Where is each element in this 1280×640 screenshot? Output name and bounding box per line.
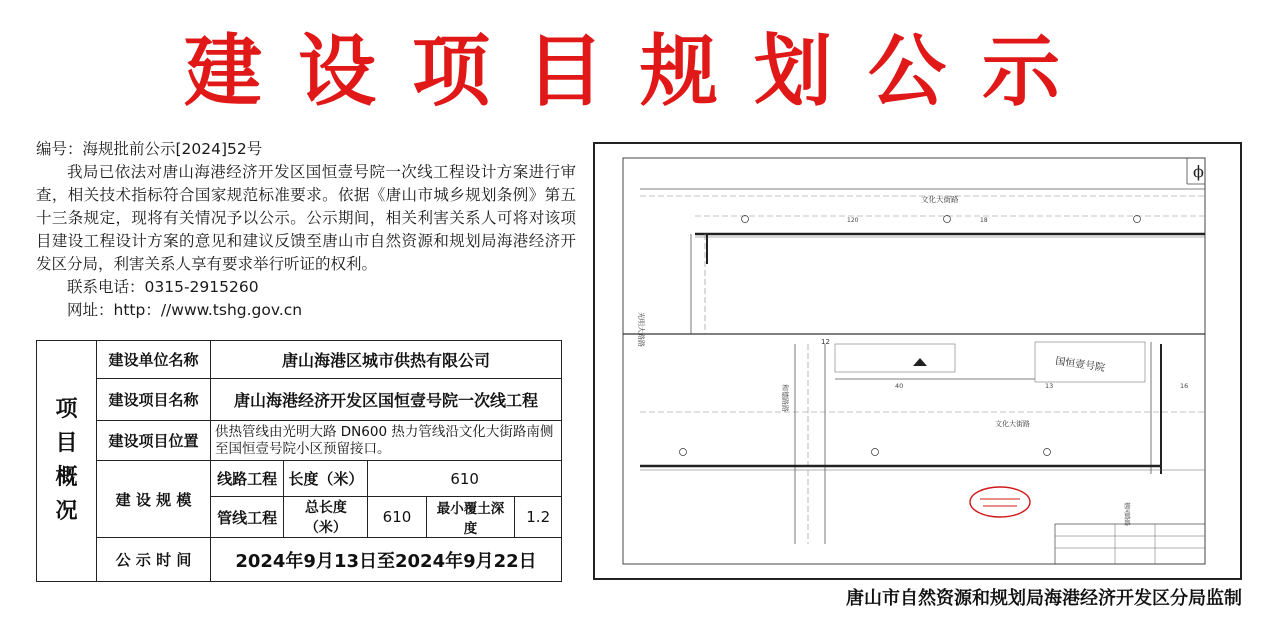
compound-label: 国恒壹号院 bbox=[1054, 356, 1106, 374]
dim-label-5: 16 bbox=[1180, 382, 1189, 390]
dim-label-6: 12 bbox=[821, 338, 830, 346]
total-length-value: 610 bbox=[368, 497, 426, 538]
scale-label: 建 设 规 模 bbox=[97, 461, 211, 538]
cover-value: 1.2 bbox=[515, 497, 562, 538]
cover-label: 最小覆土深度 bbox=[426, 497, 515, 538]
notice-text bbox=[36, 138, 576, 322]
name-label: 建设项目名称 bbox=[97, 379, 211, 421]
contact-phone: 联系电话：0315-2915260 bbox=[67, 278, 259, 296]
road-label-mid: 和德路路 bbox=[781, 384, 789, 412]
road-label-top: 文化大街路 bbox=[921, 195, 959, 204]
contact-website[interactable]: 网址：http：//www.tshg.gov.cn bbox=[67, 301, 303, 319]
north-arrow-icon: ϕ bbox=[1193, 162, 1204, 181]
site-plan-drawing bbox=[593, 142, 1242, 580]
site-plan-svg bbox=[595, 144, 1240, 578]
page-title: 建设项目规划公示 bbox=[183, 27, 1096, 117]
length-label: 长度（米） bbox=[284, 461, 368, 497]
section-label-cell bbox=[37, 341, 97, 582]
period-label: 公 示 时 间 bbox=[97, 538, 211, 582]
road-label-right: 禧同路路 bbox=[1123, 502, 1130, 527]
notice-paragraph: 我局已依法对唐山海港经济开发区国恒壹号院一次线工程设计方案进行审查，相关技术指标符合国家规范标准要求。依据《唐山市城乡规划条例》第五十三条规定，现将有关情况予以公示。公示期间，相关利害关系人可将对该项目建设工程设计方案的意见和建议反馈至唐山市自然资源和规划局海港经济开发区分局，利害关系人享有要求举行听证的权利。 bbox=[36, 163, 576, 273]
dim-label-1: 120 bbox=[847, 217, 859, 224]
approval-stamp-icon bbox=[970, 487, 1030, 517]
drawing-title-block bbox=[1055, 524, 1205, 564]
name-value: 唐山海港经济开发区国恒壹号院一次线工程 bbox=[211, 379, 562, 421]
project-overview-table bbox=[36, 340, 562, 582]
road-label-bottom: 文化大街路 bbox=[995, 420, 1030, 428]
period-value: 2024年9月13日至2024年9月22日 bbox=[211, 538, 562, 582]
notice-number: 编号：海规批前公示[2024]52号 bbox=[36, 140, 263, 158]
dim-label-4: 13 bbox=[1045, 382, 1054, 390]
location-label: 建设项目位置 bbox=[97, 421, 211, 461]
dim-label-2: 18 bbox=[980, 217, 988, 224]
total-length-label: 总长度（米） bbox=[284, 497, 368, 538]
unit-value: 唐山海港区城市供热有限公司 bbox=[211, 341, 562, 379]
length-value: 610 bbox=[368, 461, 562, 497]
route-label: 线路工程 bbox=[211, 461, 284, 497]
location-value: 供热管线由光明大路 DN600 热力管线沿文化大街路南侧至国恒壹号院小区预留接口。 bbox=[211, 421, 562, 461]
unit-label: 建设单位名称 bbox=[97, 341, 211, 379]
dim-label-3: 40 bbox=[895, 382, 904, 390]
section-label: 项目概况 bbox=[55, 397, 78, 524]
pipe-label: 管线工程 bbox=[211, 497, 284, 538]
footer-supervisor: 唐山市自然资源和规划局海港经济开发区分局监制 bbox=[846, 588, 1242, 609]
road-label-left: 光明大路路 bbox=[637, 312, 645, 347]
